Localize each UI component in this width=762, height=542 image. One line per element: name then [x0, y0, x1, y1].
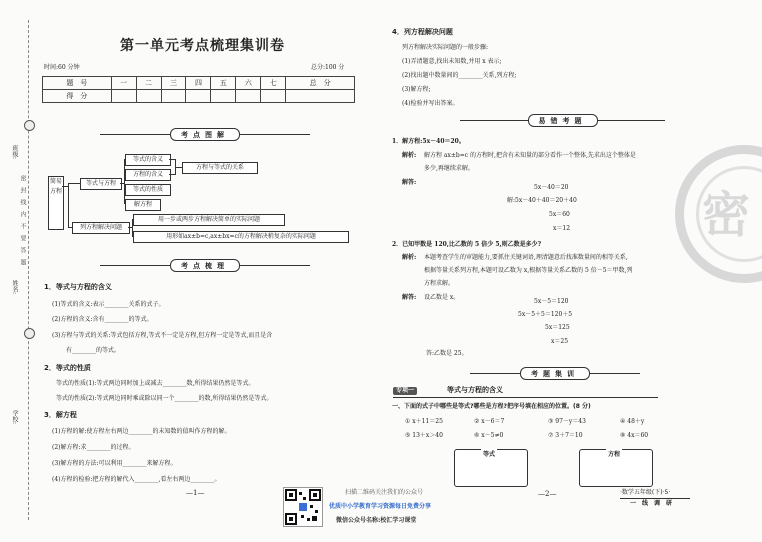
- score-row-label: 得 分: [43, 90, 112, 103]
- text-line: (1)弄清题意,找出未知数,并用 x 表示;: [402, 58, 502, 65]
- answer-text: 设乙数是 x。: [424, 294, 460, 301]
- banner-label: 考点图解: [170, 128, 240, 141]
- text-line: (3)解方程的方法:可以利用________来解方程。: [52, 460, 177, 467]
- score-cell[interactable]: [136, 90, 161, 103]
- solution-step: x＝12: [553, 225, 571, 232]
- score-cell[interactable]: [236, 90, 261, 103]
- analysis-text: 方程求解。: [424, 280, 455, 287]
- text-line: 有________的等式。: [66, 347, 121, 354]
- score-header: 一: [111, 77, 136, 90]
- exam-total: 总分:100 分: [311, 64, 345, 71]
- score-header: 五: [211, 77, 236, 90]
- question-2: 2．已知甲数是 120,比乙数的 5 倍少 5,则乙数是多少?: [392, 241, 542, 248]
- page-number: —2—: [538, 490, 557, 498]
- binding-hole: [24, 120, 35, 131]
- text-line: (1)方程的解:使方程左右两边________的未知数的值叫作方程的解。: [52, 428, 231, 435]
- answer-conclusion: 答:乙数是 25。: [426, 350, 468, 357]
- expression-item: ② x－6＝7: [474, 418, 505, 425]
- analysis-text: 解方程 ax±b=c 的方程时,把含有未知量的部分看作一个整体,先求出这个整体是: [424, 152, 636, 159]
- mindmap-root: 简易方程: [48, 176, 64, 230]
- analysis-label: 解析:: [402, 152, 417, 159]
- score-table: [42, 76, 355, 103]
- confidential-stamp: [675, 145, 762, 283]
- section-heading: 2．等式的性质: [44, 364, 91, 372]
- expression-item: ⑦ 3＋7＝10: [548, 432, 583, 439]
- text-line: (3)解方程;: [402, 86, 431, 93]
- question-1: 1．解方程:5x－40＝20。: [392, 138, 465, 145]
- score-header: 六: [236, 77, 261, 90]
- corner-rule: [620, 498, 690, 499]
- expression-item: ⑥ x－5≠0: [474, 432, 504, 439]
- text-line: (3)方程与等式的关系:等式包括方程,等式不一定是方程,但方程一定是等式,而且是含: [52, 332, 273, 339]
- text-line: 等式的性质(2):等式两边同时乘或除以同一个________的数,所得结果仍然是等式。: [56, 395, 273, 402]
- section-banner-errors: [460, 114, 665, 127]
- page-title: 第一单元考点梳理集训卷: [120, 38, 285, 54]
- banner-label: 易错考题: [528, 114, 598, 127]
- page-number: —1—: [186, 489, 205, 497]
- text-line: (2)方程的含义:含有________的等式。: [52, 316, 153, 323]
- mindmap-item: 等式的性质: [125, 184, 171, 196]
- section-banner-summary: [100, 259, 310, 272]
- connector: [68, 183, 69, 227]
- analysis-text: 本题考查学生的审题能力,要抓住关键词语,理清题意后找准数量间的相等关系,: [424, 254, 628, 261]
- solution-step: 5x－5＋5＝120＋5: [518, 311, 573, 318]
- score-header: 题 号: [43, 77, 112, 90]
- seal-line: [28, 20, 29, 520]
- mindmap-relation: 方程与等式的关系: [182, 162, 258, 174]
- expression-item: ⑤ 13＋x＞40: [405, 432, 443, 439]
- banner-label: 考题集训: [520, 367, 590, 380]
- solution-step: 5x－5＝120: [534, 298, 569, 305]
- score-cell[interactable]: [186, 90, 211, 103]
- expression-item: ④ 48＋y: [620, 418, 645, 425]
- mindmap-branch1: 等式与方程: [80, 178, 122, 190]
- name-label: 姓名:: [11, 280, 18, 295]
- equation-answer-box[interactable]: [579, 449, 653, 487]
- module-rule: [393, 397, 658, 398]
- solution-step: 5x＝60: [549, 211, 570, 218]
- text-line: (1)等式的含义:表示________关系的式子。: [52, 301, 165, 308]
- promo-slogan: 优质中小学教育学习资源每日免费分享: [329, 503, 432, 510]
- banner-label: 考点梳理: [170, 259, 240, 272]
- expression-item: ① x＋11＝25: [405, 418, 443, 425]
- text-line: 等式的性质(1):等式两边同时加上或减去________数,所得结果仍然是等式。: [56, 380, 255, 387]
- score-header: 三: [161, 77, 186, 90]
- text-line: (4)检验并写出答案。: [402, 100, 459, 107]
- connector: [68, 183, 80, 184]
- analysis-text: 根据等量关系列方程,本题可设乙数为 x,根据等量关系乙数的 5 倍－5＝甲数,列: [424, 267, 633, 274]
- mindmap-item: 用形如ax±b=c,ax±bx=c的方程解决稍复杂的实际问题: [133, 231, 349, 243]
- score-cell[interactable]: [161, 90, 186, 103]
- solution-step: 5x－40＝20: [534, 184, 569, 191]
- wechat-name: 微信公众号名称:校汇学习课堂: [336, 517, 417, 524]
- section-banner-diagram: [100, 128, 310, 141]
- module-tag: 专项一: [393, 387, 417, 395]
- score-header: 七: [261, 77, 286, 90]
- qr-code: [283, 487, 323, 527]
- part-1-instruction: 一、下面的式子中哪些是等式?哪些是方程?把序号填在相应的位置。(8 分): [392, 403, 591, 410]
- text-line: 列方程解决实际问题的一般步骤:: [402, 44, 489, 51]
- score-cell[interactable]: [286, 90, 355, 103]
- stamp-char: 密: [702, 187, 751, 243]
- equation-answer-box[interactable]: [454, 449, 528, 487]
- section-heading: 3．解方程: [44, 411, 77, 419]
- school-label: 学校:: [11, 410, 18, 425]
- box-label: 方程: [608, 451, 621, 458]
- expression-item: ③ 97－y＝43: [548, 418, 586, 425]
- mindmap-item: 解方程: [125, 199, 161, 211]
- binding-hole: [24, 328, 35, 339]
- answer-label: 解答:: [402, 179, 417, 186]
- mindmap-item: 方程的含义: [125, 169, 171, 181]
- analysis-label: 解析:: [402, 254, 417, 261]
- book-label: ·数学五年级(下)·5·: [620, 489, 671, 496]
- text-line: (2)解方程:求________的过程。: [52, 444, 135, 451]
- mindmap-item: 等式的含义: [125, 154, 171, 166]
- solution-step: 解:5x－40＋40＝20＋40: [507, 197, 577, 204]
- analysis-text: 多少,再继续求解。: [424, 165, 474, 172]
- score-header: 四: [186, 77, 211, 90]
- expression-item: ⑧ 4x＝60: [620, 432, 649, 439]
- text-line: (2)找出题中数量间的________关系,列方程;: [402, 72, 517, 79]
- seal-warning: 密封线内不要答题: [19, 175, 26, 271]
- section-banner-practice: [470, 367, 640, 380]
- scan-hint: 扫描二维码关注我们的公众号: [345, 489, 424, 496]
- score-header: 总 分: [286, 77, 355, 90]
- score-cell[interactable]: [111, 90, 136, 103]
- score-header: 二: [136, 77, 161, 90]
- brand-label: 一 线 调 研: [630, 500, 673, 507]
- section-heading: 1．等式与方程的含义: [44, 283, 112, 291]
- section-heading: 4．列方程解决问题: [392, 28, 453, 36]
- solution-step: x＝25: [551, 338, 569, 345]
- box-label: 等式: [483, 451, 496, 458]
- answer-label: 解答:: [402, 294, 417, 301]
- mindmap-item: 用一步或两步方程解决简单的实际问题: [133, 214, 285, 226]
- score-cell[interactable]: [211, 90, 236, 103]
- text-line: (4)方程的检验:把方程的解代入________,看左右两边________。: [52, 476, 221, 483]
- mindmap-branch2: 列方程解决问题: [72, 222, 130, 234]
- solution-step: 5x＝125: [545, 324, 570, 331]
- qr-pattern: [284, 488, 322, 526]
- module-title: 等式与方程的含义: [447, 386, 503, 394]
- exam-time: 时间:60 分钟: [44, 64, 80, 71]
- class-label: 班级:: [11, 145, 18, 160]
- score-cell[interactable]: [261, 90, 286, 103]
- connector: [175, 167, 182, 168]
